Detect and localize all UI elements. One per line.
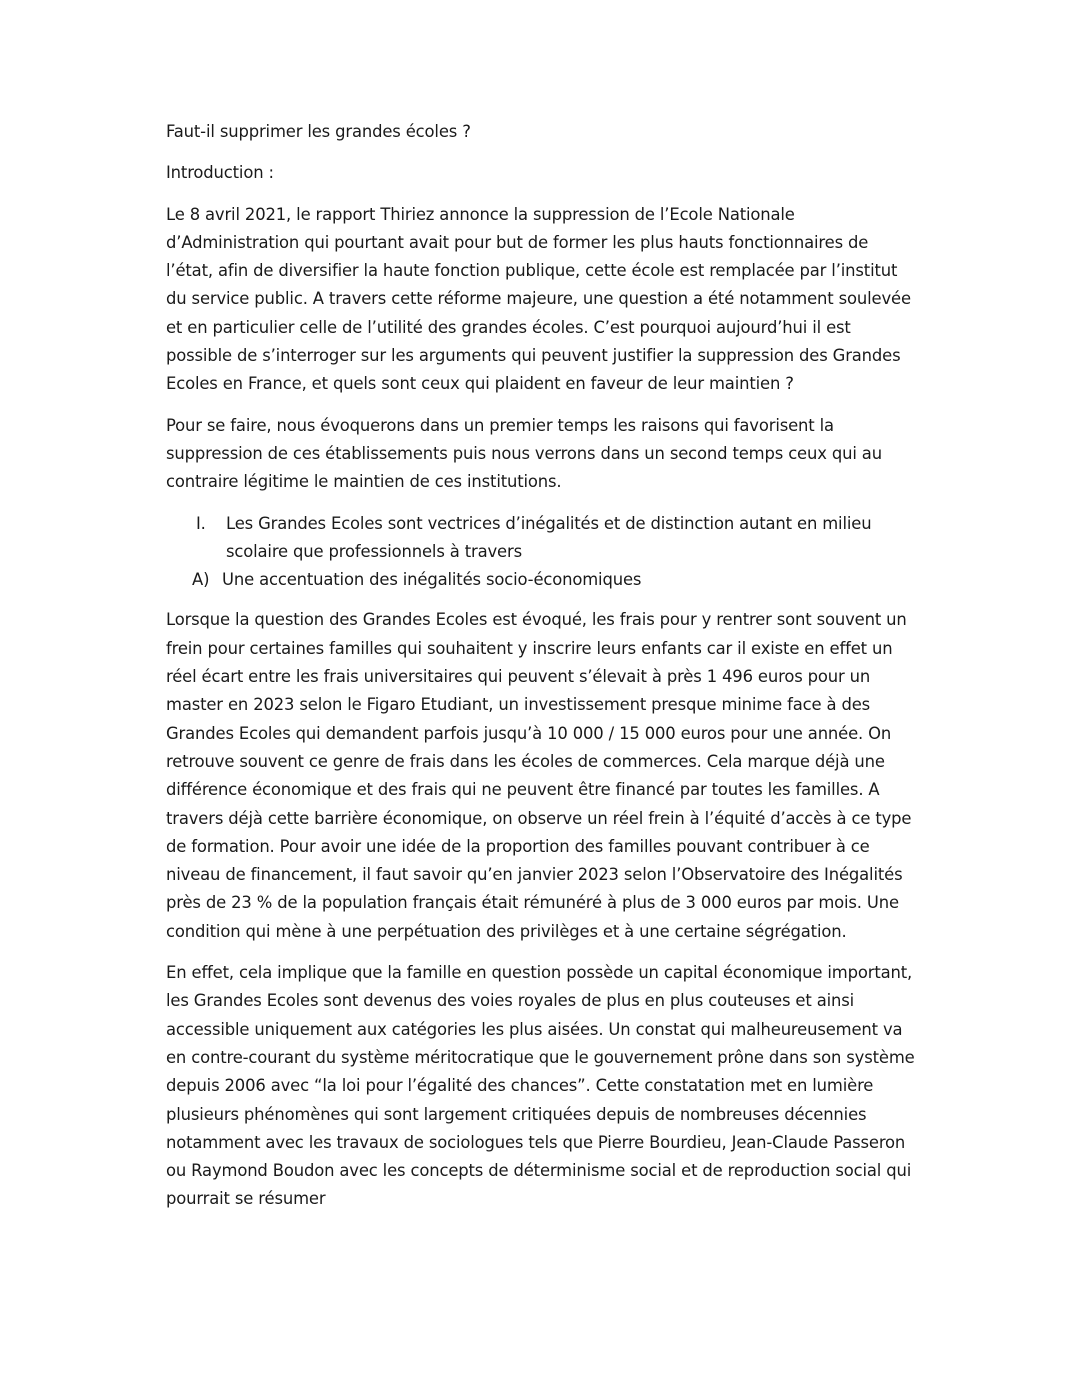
outline-marker: I.: [196, 513, 206, 533]
document-title: Faut-il supprimer les grandes écoles ?: [166, 122, 471, 141]
outline-item: [166, 566, 918, 594]
outline-text: Une accentuation des inégalités socio-économiques: [222, 570, 642, 590]
outline-marker: A): [192, 570, 210, 590]
outline-item: [166, 510, 918, 567]
document-page: [166, 118, 918, 1227]
outline-text: Les Grandes Ecoles sont vectrices d’inégalités et de distinction autant en milieu scolaire que professionnels à travers: [226, 513, 872, 561]
intro-paragraph: Le 8 avril 2021, le rapport Thiriez annonce la suppression de l’Ecole Nationale d’Administration qui pourtant avait pour but de former les plus hauts fonctionnaires de l’état, afin de diversifier la haute fonction publique, cette école est remplacée par l’institut du service public. A travers cette réforme majeure, une question a été notamment soulevée et en particulier celle de l’utilité des grandes écoles. C’est pourquoi aujourd’hui il est possible de s’interroger sur les arguments qui peuvent justifier la suppression des Grandes Ecoles en France, et quels sont ceux qui plaident en faveur de leur maintien ?: [166, 204, 911, 394]
body-paragraph: En effet, cela implique que la famille en question possède un capital économique important, les Grandes Ecoles sont devenus des voies royales de plus en plus couteuses et ainsi accessible uniquement aux catégories les plus aisées. Un constat qui malheureusement va en contre-courant du système méritocratique que le gouvernement prône dans son système depuis 2006 avec “la loi pour l’égalité des chances”. Cette constatation met en lumière plusieurs phénomènes qui sont largement critiquées depuis de nombreuses décennies notamment avec les travaux de sociologues tels que Pierre Bourdieu, Jean-Claude Passeron ou Raymond Boudon avec les concepts de déterminisme social et de reproduction social qui pourrait se résumer: [166, 963, 915, 1209]
intro-heading: Introduction :: [166, 163, 274, 183]
body-paragraph: Lorsque la question des Grandes Ecoles est évoqué, les frais pour y rentrer sont souvent un frein pour certaines familles qui souhaitent y inscrire leurs enfants car il existe en effet un réel écart entre les frais universitaires qui peuvent s’élevait à près 1 496 euros pour un master en 2023 selon le Figaro Etudiant, un investissement presque minime face à des Grandes Ecoles qui demandent parfois jusqu’à 10 000 / 15 000 euros pour une année. On retrouve souvent ce genre de frais dans les écoles de commerces. Cela marque déjà une différence économique et des frais qui ne peuvent être financé par toutes les familles. A travers déjà cette barrière économique, on observe un réel frein à l’équité d’accès à ce type de formation. Pour avoir une idée de la proportion des familles pouvant contribuer à ce niveau de financement, il faut savoir qu’en janvier 2023 selon l’Observatoire des Inégalités près de 23 % de la population français était rémunéré à plus de 3 000 euros par mois. Une condition qui mène à une perpétuation des privilèges et à une certaine ségrégation.: [166, 610, 912, 941]
outline-list: [166, 510, 918, 595]
plan-paragraph: Pour se faire, nous évoquerons dans un premier temps les raisons qui favorisent la suppression de ces établissements puis nous verrons dans un second temps ceux qui au contraire légitime le maintien de ces institutions.: [166, 415, 882, 492]
